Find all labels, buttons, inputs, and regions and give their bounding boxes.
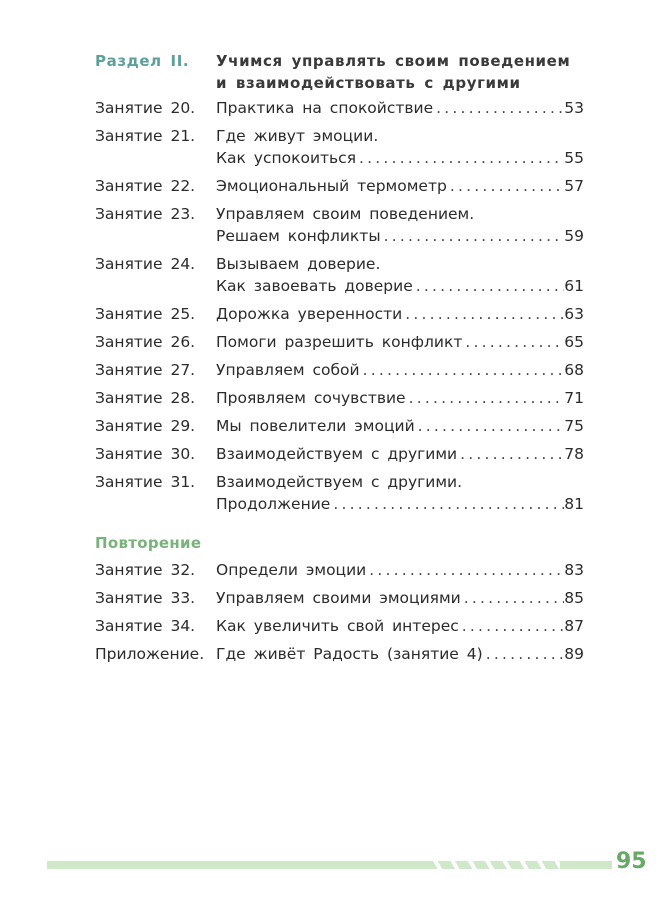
entry-title [216,415,584,437]
dot-leader [406,387,565,409]
section-toc-list [95,97,584,521]
entry-title-text: Взаимодействуем с другими [216,445,458,463]
entry-title-line [216,643,584,665]
entry-title-line [216,175,584,197]
entry-title [216,643,584,665]
entry-label: Занятие 28. [95,389,196,407]
entry-title [216,253,584,297]
entry-title [216,303,584,325]
entry-title [216,387,584,409]
entry-label: Занятие 22. [95,177,196,195]
toc-entry [95,203,584,247]
toc-entry [95,643,584,665]
entry-title [216,559,584,581]
toc-entry [95,125,584,169]
entry-title-text: Дорожка уверенности [216,305,403,323]
entry-label: Занятие 21. [95,127,196,145]
entry-title-text: Как увеличить свой интерес [216,617,459,635]
dot-leader [462,331,564,353]
entry-title-line [216,303,584,325]
entry-page: 78 [564,445,584,463]
toc-entry [95,559,584,581]
section-title [216,50,570,94]
entry-label: Занятие 31. [95,473,196,491]
dot-leader [457,443,564,465]
entry-label: Занятие 30. [95,445,196,463]
entry-title-text: Где живут эмоции. [216,127,379,145]
entry-label: Занятие 23. [95,205,196,223]
toc-entry [95,175,584,197]
dot-leader [381,225,565,247]
entry-page: 59 [564,227,584,245]
entry-title-text: Взаимодействуем с другими. [216,473,463,491]
dot-leader [360,359,565,381]
dot-leader [461,587,565,609]
entry-title-line [216,415,584,437]
dot-leader [447,175,564,197]
dot-leader [483,643,565,665]
review-toc-list [95,559,584,671]
entry-title-text: Как успокоиться [216,149,357,167]
dot-leader [415,415,565,437]
entry-title [216,331,584,353]
entry-label: Занятие 24. [95,255,196,273]
entry-title-text: Вызываем доверие. [216,255,381,273]
entry-page: 61 [564,277,584,295]
entry-page: 75 [564,417,584,435]
dot-leader [356,147,564,169]
dot-leader [402,303,564,325]
toc-entry [95,415,584,437]
toc-entry [95,303,584,325]
dot-leader [330,493,564,515]
entry-title-line [216,253,584,275]
footer-stripes [425,861,560,869]
entry-title [216,587,584,609]
entry-title-text: Где живёт Радость (занятие 4) [216,645,483,663]
entry-page: 55 [564,149,584,167]
entry-page: 65 [564,333,584,351]
section-header [95,50,584,94]
entry-page: 63 [564,305,584,323]
entry-page: 71 [564,389,584,407]
entry-title-text: Продолжение [216,495,331,513]
entry-title-line [216,97,584,119]
dot-leader [459,615,565,637]
entry-title-line [216,125,584,147]
entry-page: 85 [564,589,584,607]
entry-title-text: Определи эмоции [216,561,367,579]
entry-label: Занятие 33. [95,589,196,607]
entry-title [216,359,584,381]
toc-entry [95,387,584,409]
dot-leader [433,97,564,119]
entry-label: Занятие 29. [95,417,196,435]
entry-title [216,125,584,169]
entry-title [216,175,584,197]
entry-label: Занятие 32. [95,561,196,579]
entry-title-text: Мы повелители эмоций [216,417,415,435]
toc-entry [95,359,584,381]
entry-title-text: Проявляем сочувствие [216,389,406,407]
toc-entry [95,615,584,637]
dot-leader [413,275,565,297]
entry-page: 53 [564,99,584,117]
dot-leader [366,559,564,581]
entry-title-line [216,203,584,225]
entry-title [216,97,584,119]
entry-title-text: Управляем своими эмоциями [216,589,461,607]
section-label: Раздел II. [95,52,190,70]
entry-title-text: Управляем собой [216,361,360,379]
entry-title-line [216,443,584,465]
entry-title-text: Как завоевать доверие [216,277,413,295]
entry-title-line [216,359,584,381]
entry-page: 89 [564,645,584,663]
entry-page: 57 [564,177,584,195]
toc-entry [95,587,584,609]
entry-title-text: Управляем своим поведением. [216,205,475,223]
entry-label: Занятие 20. [95,99,196,117]
entry-page: 83 [564,561,584,579]
entry-title-line [216,275,584,297]
review-heading: Повторение [95,534,202,552]
entry-label: Занятие 26. [95,333,196,351]
entry-page: 68 [564,361,584,379]
toc-entry [95,253,584,297]
entry-title-line [216,147,584,169]
entry-label: Занятие 34. [95,617,196,635]
entry-title [216,615,584,637]
entry-title [216,471,584,515]
toc-entry [95,471,584,515]
entry-title-text: Практика на спокойствие [216,99,434,117]
entry-title-text: Решаем конфликты [216,227,381,245]
entry-title-line [216,331,584,353]
entry-title-text: Эмоциональный термометр [216,177,447,195]
entry-title-text: Помоги разрешить конфликт [216,333,463,351]
entry-page: 87 [564,617,584,635]
section-title-line: Учимся управлять своим поведением [216,52,571,70]
entry-label: Приложение. [95,645,205,663]
entry-title-line [216,615,584,637]
entry-page: 81 [564,495,584,513]
page-number: 95 [616,849,647,874]
entry-title-line [216,387,584,409]
section-title-line: и взаимодействовать с другими [216,74,521,92]
toc-entry [95,331,584,353]
entry-label: Занятие 25. [95,305,196,323]
entry-title-line [216,471,584,493]
toc-entry [95,97,584,119]
entry-title [216,443,584,465]
entry-title [216,203,584,247]
entry-label: Занятие 27. [95,361,196,379]
entry-title-line [216,587,584,609]
entry-title-line [216,559,584,581]
entry-title-line [216,225,584,247]
entry-title-line [216,493,584,515]
toc-entry [95,443,584,465]
